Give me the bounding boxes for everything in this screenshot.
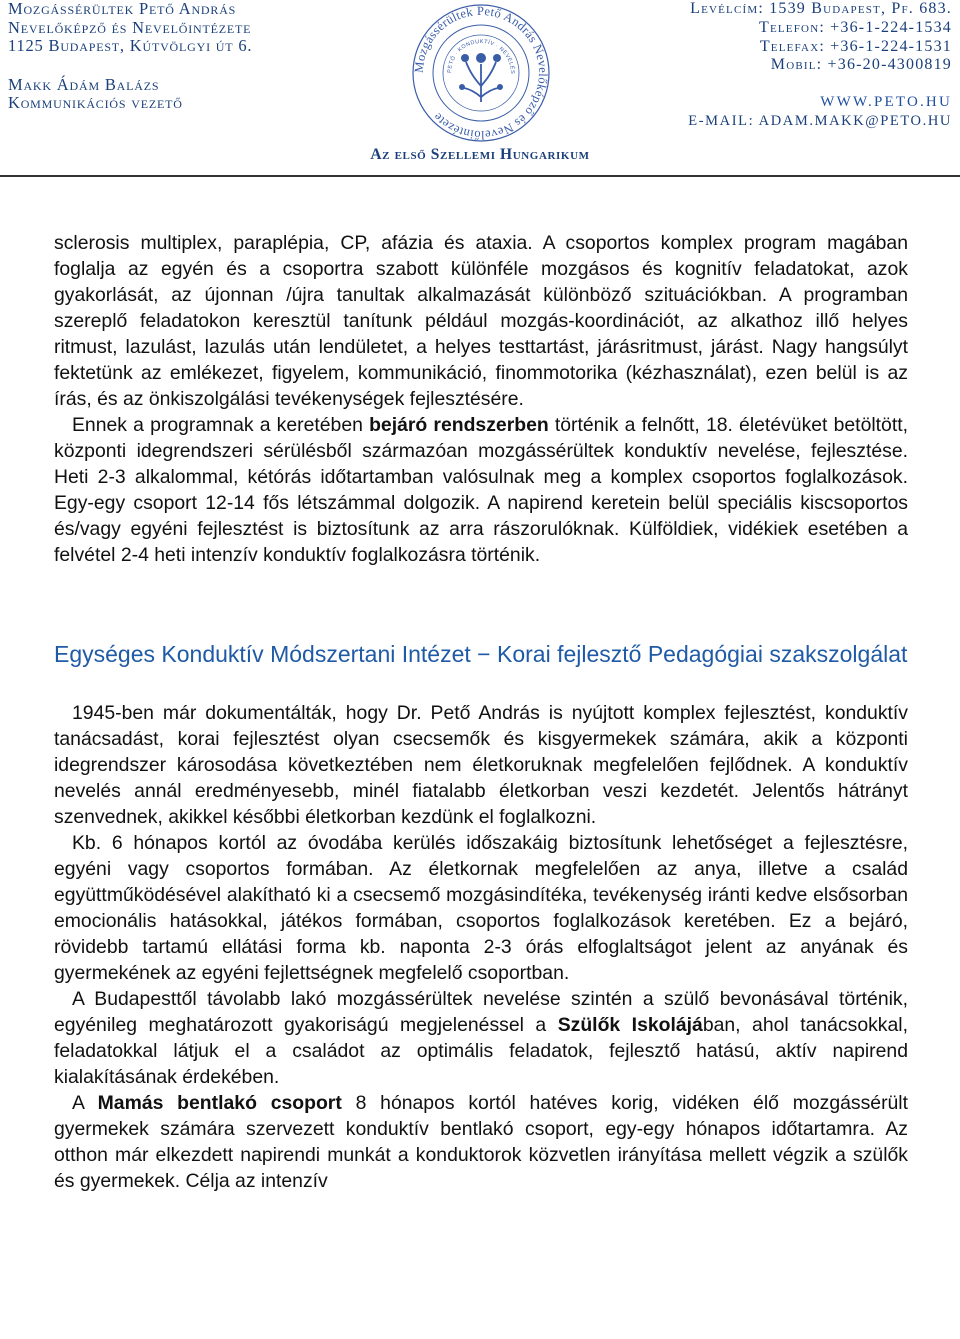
letterhead — [0, 0, 960, 178]
institution-address-line: 1125 Budapest, Kútvölgyi út 6. — [8, 36, 253, 56]
postal-address: Levélcím: 1539 Budapest, Pf. 683. — [690, 0, 952, 17]
paragraph-program: sclerosis multiplex, paraplépia, CP, afázia és ataxia. A csoportos komplex program magában foglalja az egyén és a csoportra szabott különféle mozgásos és kognitív feladatokat, azok gyakorlását, az újonnan /újra tanultak alkalmazását különböző szituációkban. A programban szereplő feladatokon keresztül tanítunk például mozgás-koordinációt, az alkathoz illő helyes ritmust, lazulást, lazulás után lendületet, a helyes testtartást, járásritmust, járást. Nagy hangsúlyt fektetünk az emlékezet, figyelem, kommunikáció, finommotorika (kézhasználat), ezen belül is az írás, és az önkiszolgálási tevékenységek fejlesztésére. — [54, 232, 908, 410]
contact-person-title: Kommunikációs vezető — [8, 93, 183, 113]
bold-parents-school: Szülők Iskolájá — [557, 1014, 703, 1036]
paragraph-day-program: Ennek a programnak a keretében bejáró rendszerben történik a felnőtt, 18. életévüket betöltött, központi idegrendszeri sérülésből származóan mozgássérültek konduktív nevelése, fejlesztése. Heti 2-3 alkalommal, kétórás időtartamban valósulnak meg a komplex csoportos foglalkozások. Egy-egy csoport 12-14 fős létszámmal dolgozik. A napirend keretein belül speciális kiscsoportos és/vagy egyéni fejlesztést is biztosítunk az arra rászorulóknak. Külföldiek, vidékiek esetében a felvétel 2-4 heti intenzív konduktív foglalkozásra történik. — [54, 414, 908, 566]
institution-name-line1: Mozgássérültek Pető András — [8, 0, 237, 18]
section-heading: Egységes Konduktív Módszertani Intézet − Korai fejlesztő Pedagógiai szakszolgálat — [54, 641, 908, 667]
bold-mothers-group: Mamás bentlakó csoport — [97, 1092, 342, 1114]
mobile-number: Mobil: +36-20-4300819 — [770, 56, 952, 74]
document-body — [54, 230, 908, 1194]
phone-number: Telefon: +36-1-224-1534 — [759, 18, 952, 36]
email-link[interactable]: E-MAIL: ADAM.MAKK@PETO.HU — [688, 112, 952, 129]
paragraph-early-development: Kb. 6 hónapos kortól az óvodába kerülés időszakáig biztosítunk lehetőséget a fejlesztésre, egyéni vagy csoportos formában. Az életkornak megfelelően az anya, illetve a család együttműködésével alakítható ki a csecsemő mozgásindítéka, tevékenység iránti kedve elsősorban emocionális hatásokkal, játékos formában, csoportos foglalkozások keretében. Ez a bejáró, rövidebb tartamú ellátási forma kb. naponta 2-3 órás elfoglaltságot jelent az anyának és gyermekének az egyéni fejlettségnek megfelelő csoportban. — [54, 832, 908, 984]
institution-address — [8, 0, 252, 113]
paragraph-parents-school: A Budapesttől távolabb lakó mozgássérültek nevelése szintén a szülő bevonásával történik, egyénileg meghatározott gyakoriságú megjelenéssel a Szülők Iskolájában, ahol tanácsokkal, feladatokkal látjuk el a családot az optimális feladatok, fejlesztő hatású, aktív napirend kialakításának érdekében. — [54, 988, 908, 1088]
fax-number: Telefax: +36-1-224-1531 — [759, 37, 952, 55]
contact-person-name: Makk Ádám Balázs — [8, 74, 160, 94]
tagline: Az első Szellemi Hungarikum — [370, 146, 590, 163]
svg-text:PETŐ · KONDUKTÍV · NEVELÉS: PETŐ · KONDUKTÍV · NEVELÉS — [446, 38, 516, 75]
bold-day-system: bejáró rendszerben — [369, 414, 549, 436]
contact-block — [688, 0, 952, 131]
institution-name-line2: Nevelőképző és Nevelőintézete — [8, 17, 252, 37]
paragraph-history: 1945-ben már dokumentálták, hogy Dr. Pető András is nyújtott komplex fejlesztést, konduktív tanácsadást, korai fejlesztést olyan csecsemők és kisgyermekek számára, akik a központi idegrendszer károsodása következtében nem életkoruknak megfelelően fejlődnek. A konduktív nevelés annál eredményesebb, minél fiatalabb életkorban veszi kezdetét. Jelentős hátrányt szenvednek, akikkel későbbi életkorban kezdünk el foglalkozni. — [54, 702, 908, 828]
svg-text:Mozgássérültek Pető András Nev: Mozgássérültek Pető András Nevelőképző és Nevelőintézete — [411, 3, 551, 143]
website-link[interactable]: WWW.PETO.HU — [820, 94, 952, 111]
header-divider — [0, 175, 960, 177]
paragraph-mothers-group: A Mamás bentlakó csoport 8 hónapos kortól hatéves korig, vidéken élő mozgássérült gyermekek számára szervezett konduktív bentlakó csoport, egy-egy hónapos időtartamra. Az otthon már elkezdett napirendi munkát a konduktorok közvetlen irányítása mellett végzik a szülők és gyermekek. Célja az intenzív — [54, 1092, 909, 1192]
institution-seal-logo — [396, 2, 566, 144]
